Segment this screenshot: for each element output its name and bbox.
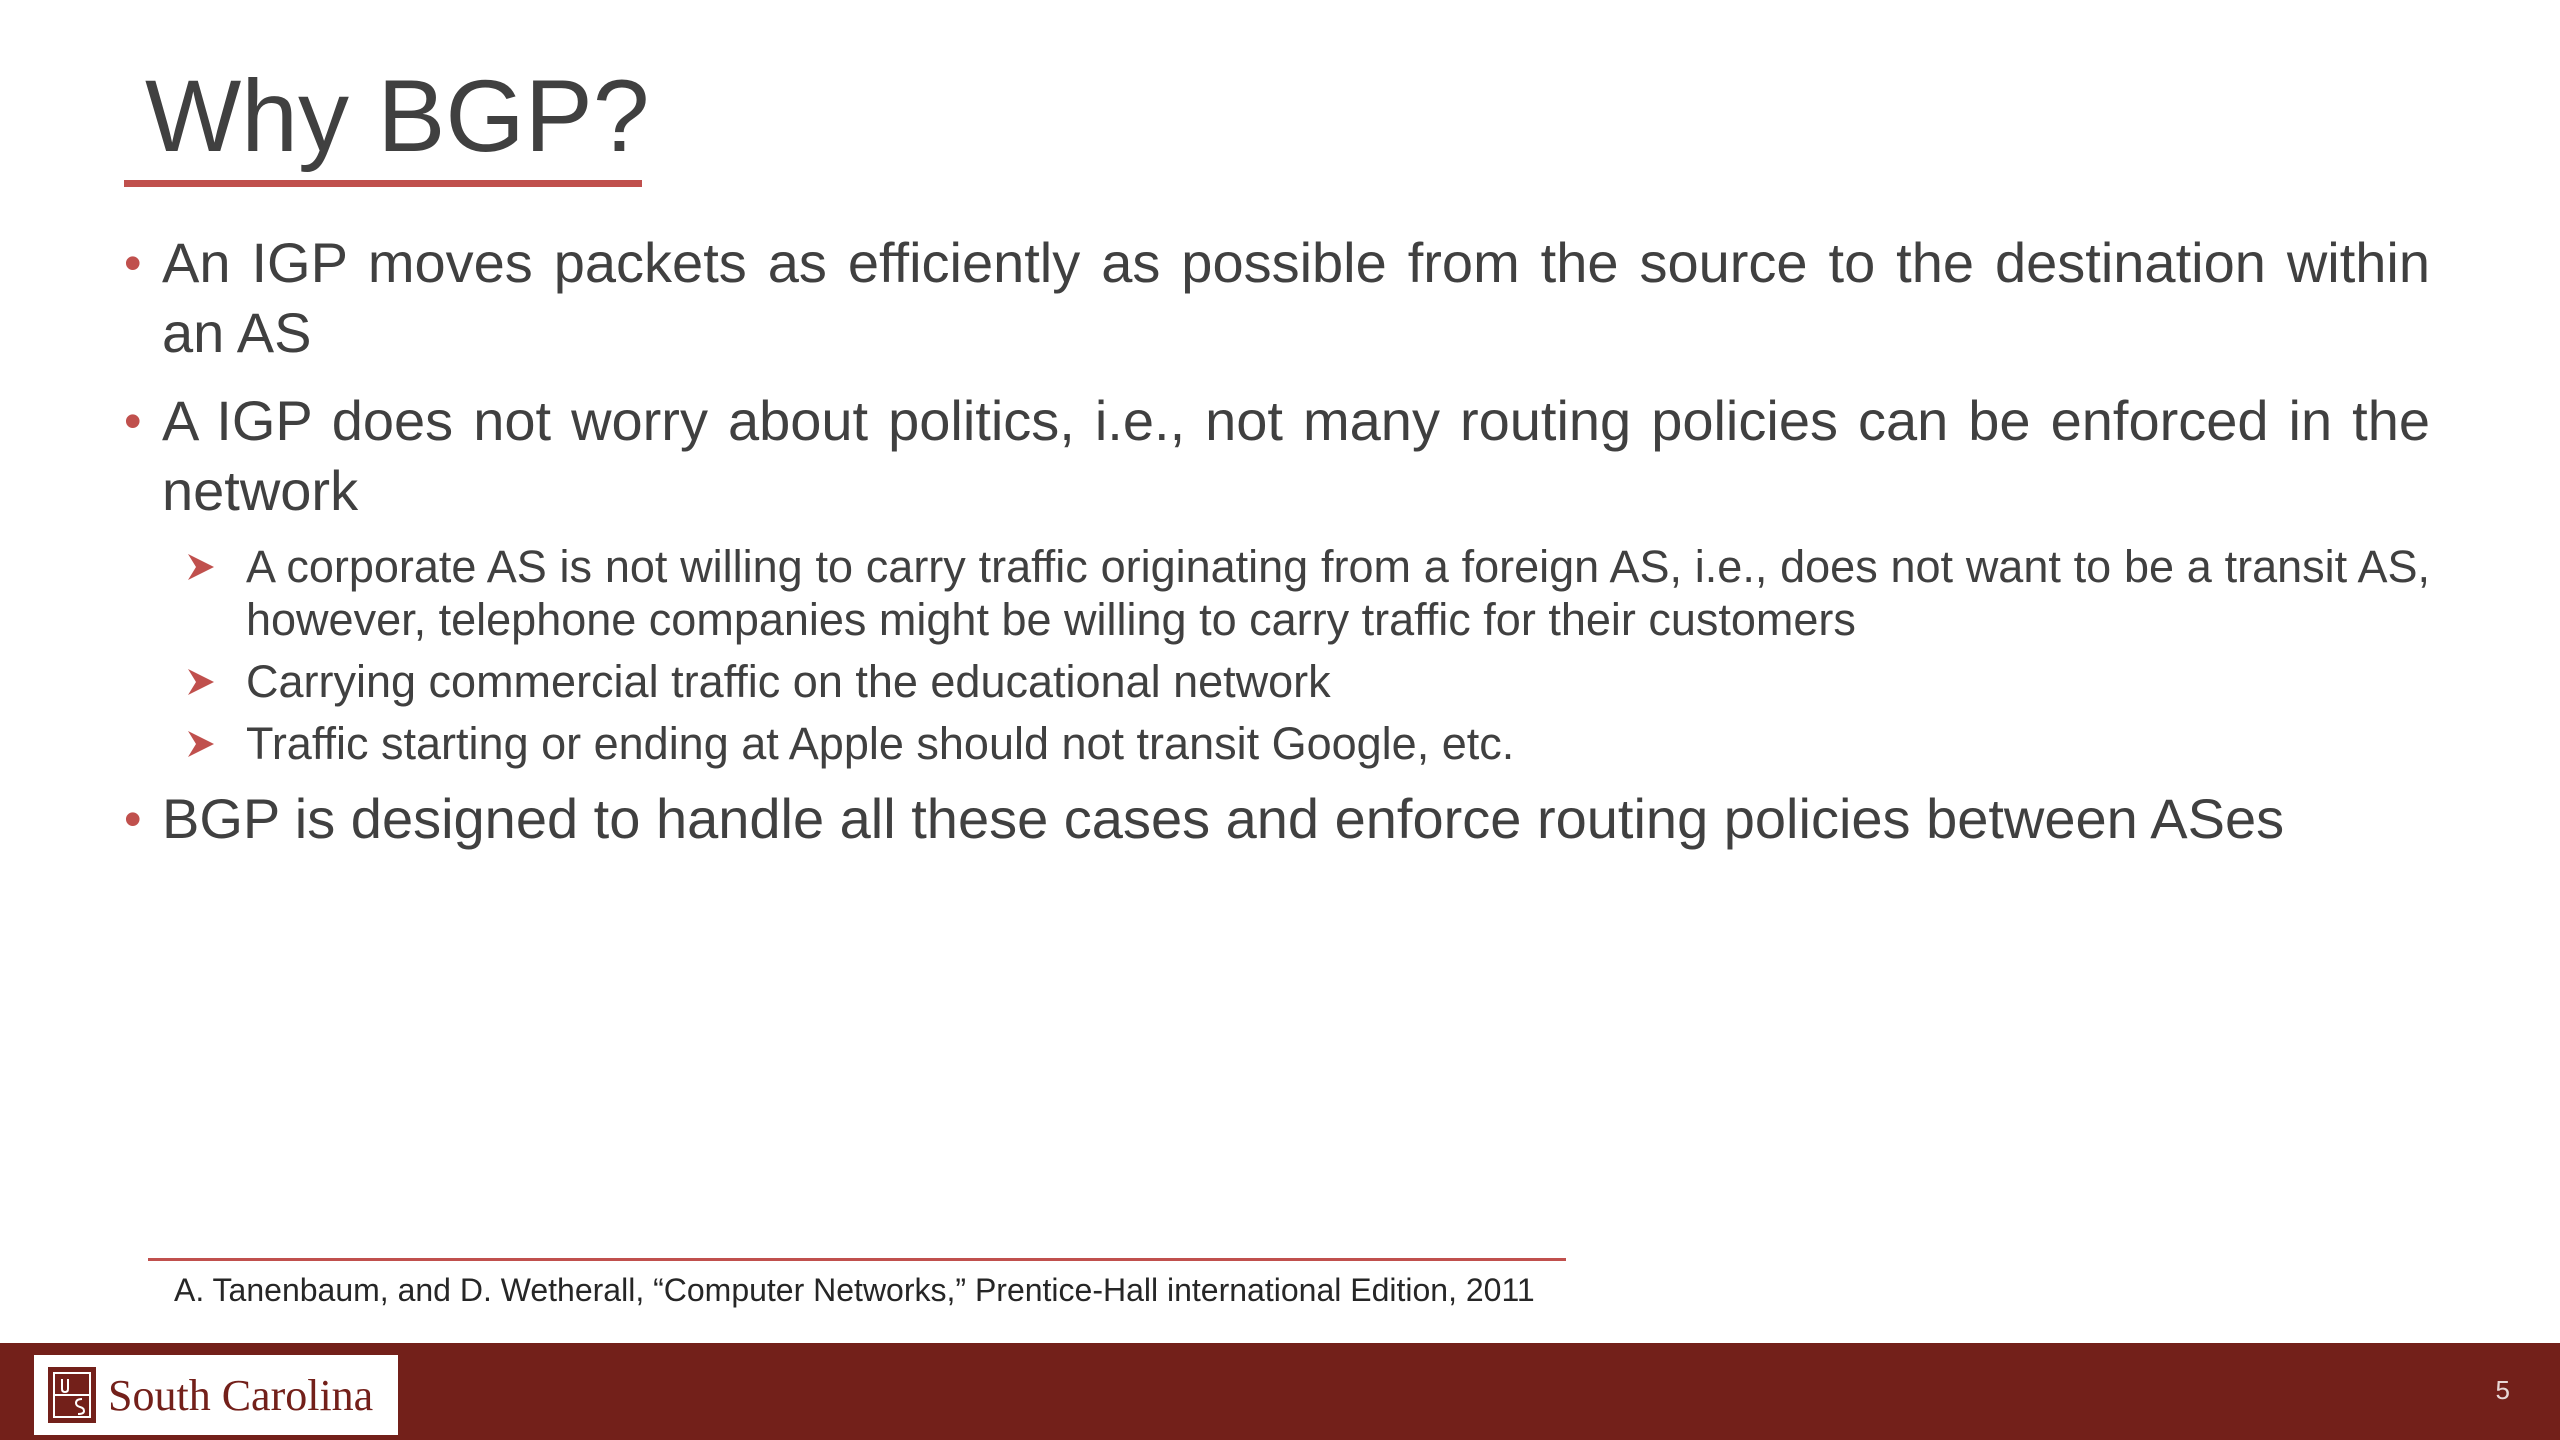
sub-bullet-text: Carrying commercial traffic on the educational network bbox=[246, 656, 1331, 707]
slide-content bbox=[124, 228, 2430, 872]
bullet-text: A IGP does not worry about politics, i.e., not many routing policies can be enforced in the network bbox=[162, 389, 2430, 522]
slide-title: Why BGP? bbox=[145, 59, 650, 173]
sub-bullet-list bbox=[186, 540, 2430, 770]
bullet-item bbox=[124, 228, 2430, 368]
usc-logo-mark-icon bbox=[48, 1367, 96, 1423]
sub-bullet-item bbox=[186, 655, 2430, 708]
title-underline bbox=[124, 180, 642, 187]
page-number: 5 bbox=[2495, 1375, 2510, 1405]
sub-bullet-text: A corporate AS is not willing to carry traffic originating from a foreign AS, i.e., does not want to be a transit AS, however, telephone companies might be willing to carry traffic for their customers bbox=[246, 541, 2430, 645]
reference-citation: A. Tanenbaum, and D. Wetherall, “Computer Networks,” Prentice-Hall international Edition, 2011 bbox=[174, 1272, 1535, 1308]
university-logo bbox=[34, 1355, 398, 1435]
bullet-dot-icon: • bbox=[124, 393, 142, 449]
logo-text: South Carolina bbox=[108, 1370, 374, 1420]
sub-bullet-text: Traffic starting or ending at Apple should not transit Google, etc. bbox=[246, 718, 1515, 769]
arrowhead-icon bbox=[186, 540, 246, 593]
bullet-text: BGP is designed to handle all these cases and enforce routing policies between ASes bbox=[162, 787, 2285, 850]
bullet-text: An IGP moves packets as efficiently as possible from the source to the destination within an AS bbox=[162, 231, 2430, 364]
reference-divider bbox=[148, 1258, 1566, 1261]
bullet-item bbox=[124, 784, 2430, 854]
bullet-dot-icon: • bbox=[124, 791, 142, 847]
footer-bar bbox=[0, 1343, 2560, 1440]
arrowhead-icon bbox=[186, 717, 246, 770]
arrowhead-icon bbox=[186, 655, 246, 708]
bullet-item bbox=[124, 386, 2430, 526]
sub-bullet-item bbox=[186, 717, 2430, 770]
bullet-dot-icon: • bbox=[124, 235, 142, 291]
sub-bullet-item bbox=[186, 540, 2430, 646]
